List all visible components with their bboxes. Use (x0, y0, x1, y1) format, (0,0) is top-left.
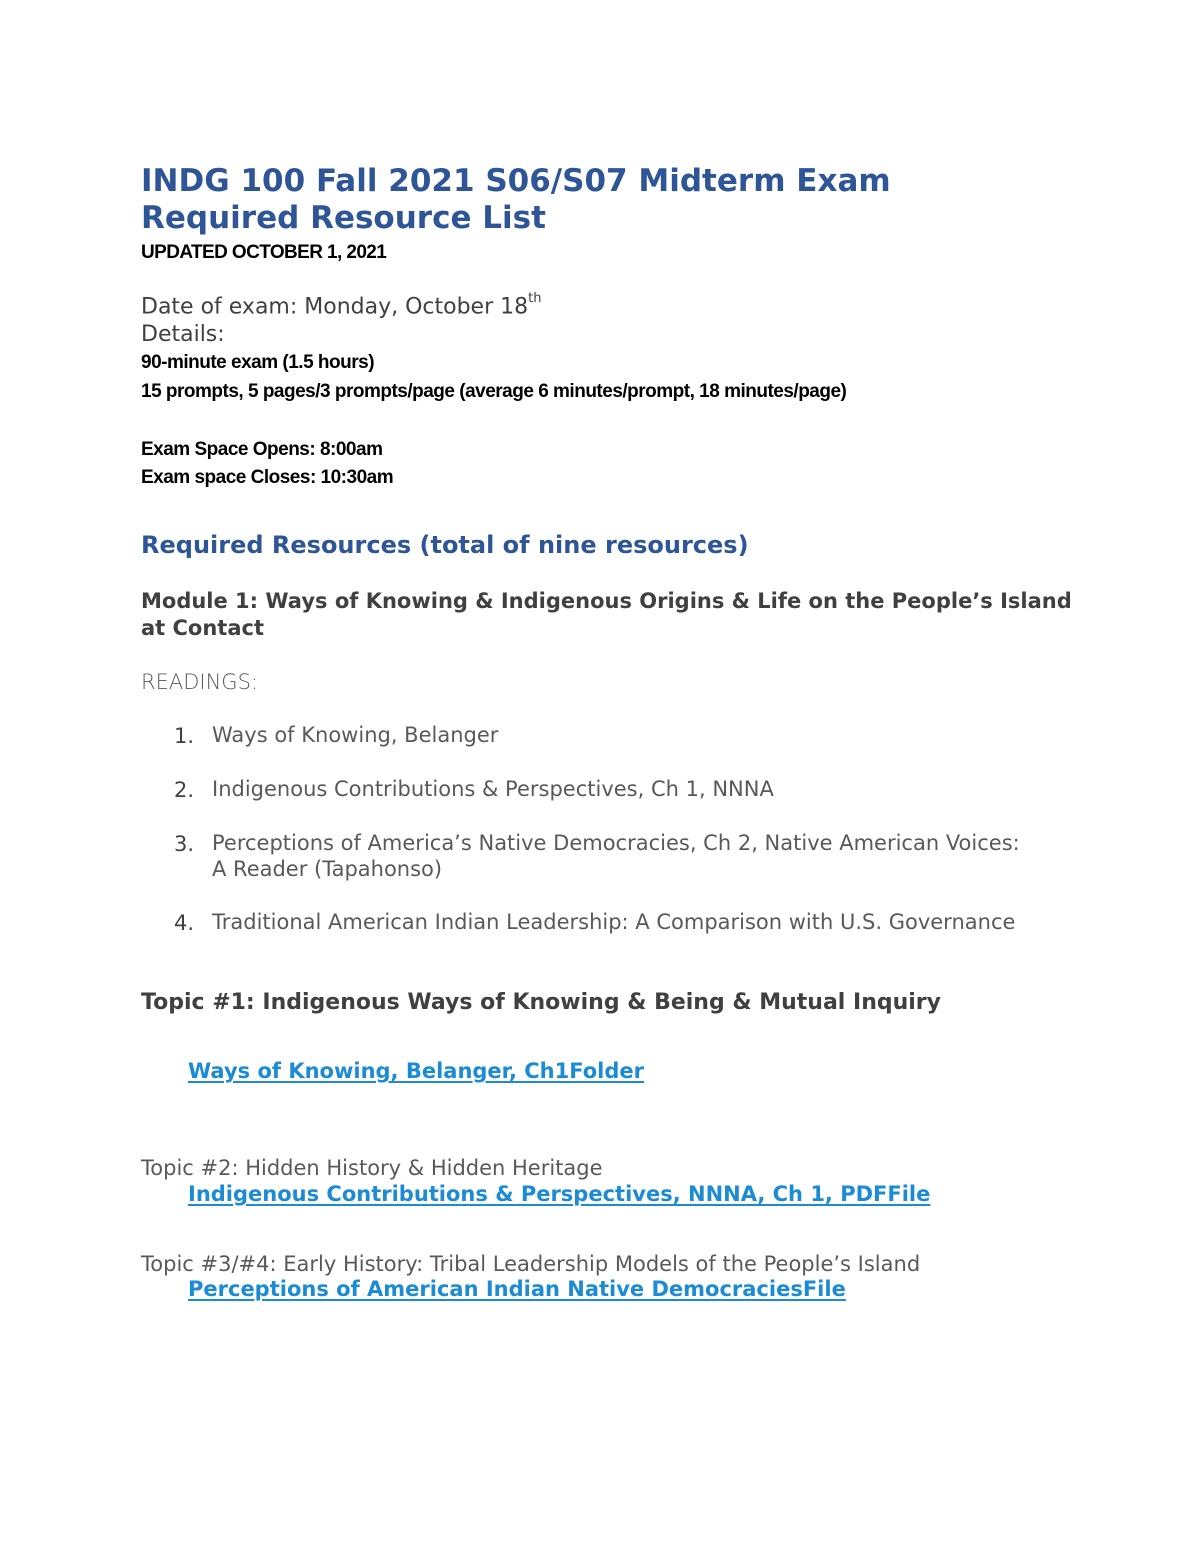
exam-space-closes: Exam space Closes: 10:30am (141, 467, 394, 488)
reading-number: 3. (174, 832, 195, 856)
detail-prompts: 15 prompts, 5 pages/3 prompts/page (average 6 minutes/prompt, 18 minutes/page) (141, 381, 847, 402)
details-label: Details: (141, 322, 225, 347)
topic-3-4-link[interactable]: Perceptions of American Indian Native DemocraciesFile (188, 1277, 846, 1301)
exam-date-suffix: th (528, 291, 542, 306)
topic-2-heading: Topic #2: Hidden History & Hidden Heritage (141, 1156, 603, 1180)
topic-1-link[interactable]: Ways of Knowing, Belanger, Ch1Folder (188, 1059, 644, 1083)
topic-3-4-heading: Topic #3/#4: Early History: Tribal Leadership Models of the People’s Island (141, 1252, 921, 1276)
reading-number: 4. (174, 911, 195, 935)
reading-item: Indigenous Contributions & Perspectives, Ch 1, NNNA (212, 777, 774, 801)
updated-date: UPDATED OCTOBER 1, 2021 (141, 242, 387, 263)
exam-date-text: Date of exam: Monday, October 18 (141, 294, 529, 320)
required-resources-heading: Required Resources (total of nine resources) (141, 531, 749, 559)
document-title: INDG 100 Fall 2021 S06/S07 Midterm Exam Required Resource List (141, 163, 891, 236)
reading-item: Traditional American Indian Leadership: A Comparison with U.S. Governance (212, 910, 1016, 934)
readings-label: READINGS: (141, 670, 258, 694)
topic-2-link[interactable]: Indigenous Contributions & Perspectives, NNNA, Ch 1, PDFFile (188, 1182, 931, 1206)
reading-item: Perceptions of America’s Native Democracies, Ch 2, Native American Voices: A Reader (Tapahonso) (212, 831, 1020, 881)
module-heading: Module 1: Ways of Knowing & Indigenous Origins & Life on the People’s Island at Contact (141, 589, 1072, 640)
reading-number: 2. (174, 778, 195, 802)
reading-number: 1. (174, 724, 195, 748)
exam-date (141, 291, 542, 320)
detail-duration: 90-minute exam (1.5 hours) (141, 352, 375, 373)
topic-1-heading: Topic #1: Indigenous Ways of Knowing & Being & Mutual Inquiry (141, 990, 941, 1015)
exam-space-opens: Exam Space Opens: 8:00am (141, 439, 383, 460)
reading-item: Ways of Knowing, Belanger (212, 723, 499, 747)
